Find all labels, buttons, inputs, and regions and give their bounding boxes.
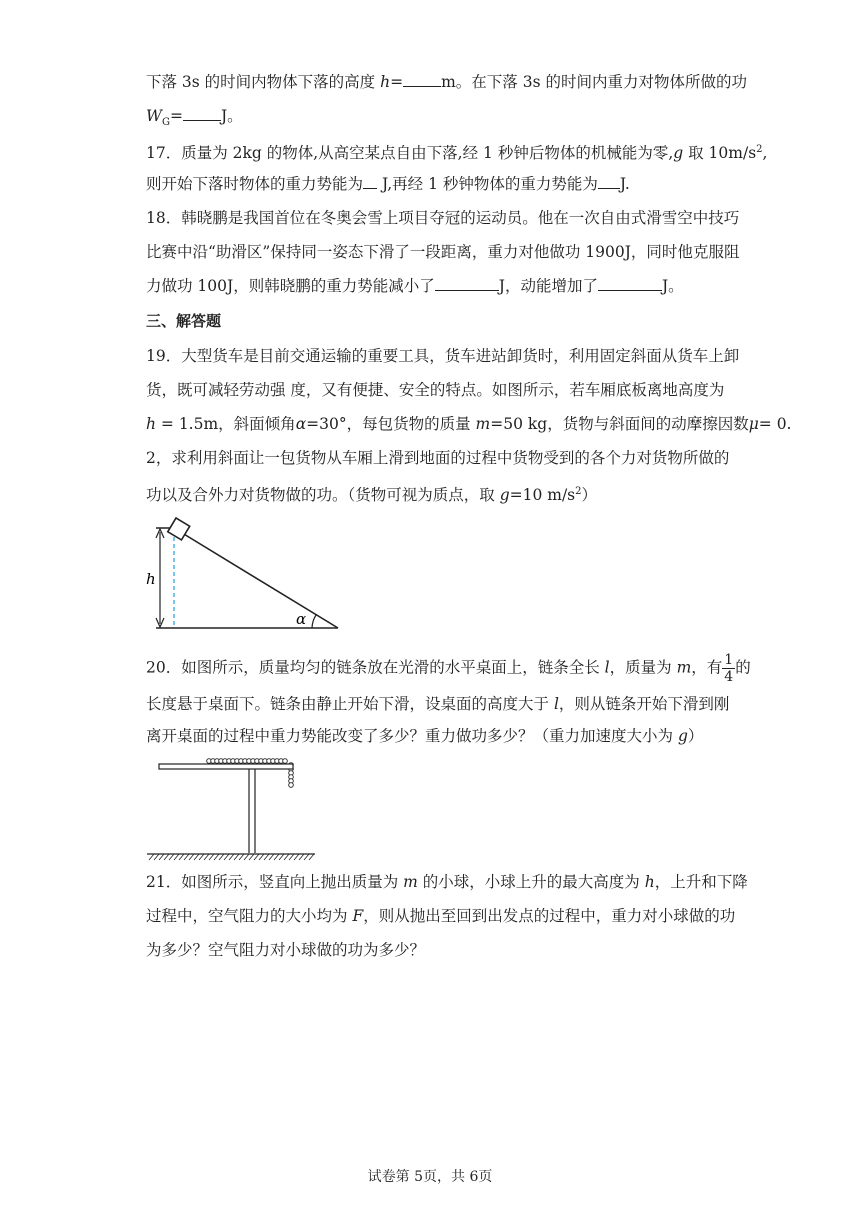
fraction-denominator: 4: [724, 669, 734, 685]
hatch-stroke: [159, 854, 164, 860]
q17-text: ,: [762, 144, 768, 163]
q20-text: 20．如图所示，质量均匀的链条放在光滑的水平桌面上，链条全长: [146, 658, 605, 677]
hatch-stroke: [184, 854, 189, 860]
var-m: m: [475, 415, 491, 433]
var-l: l: [604, 658, 610, 677]
hatch-stroke: [259, 854, 264, 860]
q21-text: 的小球，小球上升的最大高度为: [417, 873, 645, 891]
q17-text: J,再经 1 秒钟物体的重力势能为: [377, 175, 598, 193]
var-l: l: [553, 695, 559, 713]
subscript-g: G: [161, 117, 170, 129]
q20-text: ，有: [691, 658, 723, 677]
q17-text: 则开始下落时物体的重力势能为: [146, 175, 364, 193]
q16-text: m。在下落 3s 的时间内重力对物体所做的功: [441, 73, 747, 91]
hatch-stroke: [299, 854, 304, 860]
hatch-stroke: [229, 854, 234, 860]
q17-text: 17．质量为 2kg 的物体,从高空某点自由下落,经 1 秒钟后物体的机械能为零,: [146, 144, 674, 163]
q19-line-4: 2，求利用斜面让一包货物从车厢上滑到地面的过程中货物受到的各个力对货物所做的: [146, 449, 730, 467]
chain-bead: [289, 783, 294, 788]
label-h: h: [146, 570, 156, 588]
incline-figure: [140, 510, 350, 635]
answer-blank[interactable]: [403, 72, 441, 87]
q20-line-1: [146, 652, 751, 685]
var-g: g: [499, 486, 510, 505]
fraction-one-quarter: [722, 652, 735, 685]
label-alpha: α: [296, 610, 307, 628]
q21-line-2: [146, 906, 735, 926]
q17-text: J.: [619, 175, 630, 193]
fraction-numerator: 1: [724, 652, 734, 668]
q19-line-5: [146, 482, 597, 505]
var-f: F: [352, 907, 364, 925]
page-footer: 试卷第 5页，共 6页: [367, 1169, 493, 1185]
hatch-stroke: [169, 854, 174, 860]
chain-bead: [283, 759, 288, 764]
answer-blank[interactable]: [435, 276, 499, 291]
q19-text: = 1.5m，斜面倾角: [155, 415, 296, 433]
hatch-stroke: [164, 854, 169, 860]
cargo-box: [168, 518, 190, 540]
q17-text: 取 10m/s: [683, 144, 757, 163]
hatch-stroke: [199, 854, 204, 860]
var-alpha: α: [295, 415, 307, 433]
var-g: g: [677, 727, 688, 745]
answer-blank[interactable]: [598, 276, 662, 291]
angle-arc: [312, 615, 316, 628]
hatch-stroke: [234, 854, 239, 860]
var-h: h: [644, 873, 655, 891]
hatch-stroke: [239, 854, 244, 860]
chain-table-figure: [145, 752, 325, 864]
var-h: h: [146, 415, 156, 433]
q21-text: 过程中，空气阻力的大小均为: [146, 907, 353, 925]
q20-line-2: [146, 694, 729, 714]
var-m: m: [676, 658, 692, 677]
q18-text: 力做功 100J，则韩晓鹏的重力势能减小了: [146, 277, 435, 295]
q16-eq: =: [169, 107, 183, 125]
hatch-stroke: [304, 854, 309, 860]
q19-text: 功以及合外力对货物做的功。（货物可视为质点，取: [146, 486, 500, 505]
q20-text: ，质量为: [609, 658, 677, 677]
q18-text: J。: [661, 277, 684, 295]
q17-line-1: [146, 140, 767, 163]
var-w: W: [146, 107, 162, 125]
q20-text: ）: [687, 727, 704, 745]
hatch-stroke: [279, 854, 284, 860]
q18-line-1: 18．韩晓鹏是我国首位在冬奥会雪上项目夺冠的运动员。他在一次自由式滑雪空中技巧: [146, 209, 740, 227]
hatch-stroke: [264, 854, 269, 860]
hatch-stroke: [274, 854, 279, 860]
hatch-stroke: [149, 854, 154, 860]
hatch-stroke: [254, 854, 259, 860]
superscript: 2: [756, 144, 763, 155]
q21-text: 21．如图所示，竖直向上抛出质量为: [146, 873, 404, 891]
q21-line-1: [146, 872, 748, 892]
q16-text: J。: [220, 107, 243, 125]
hatch-stroke: [284, 854, 289, 860]
q20-line-3: [146, 726, 703, 746]
hatch-stroke: [179, 854, 184, 860]
table-top: [159, 764, 293, 769]
var-g: g: [673, 144, 684, 163]
hatch-stroke: [249, 854, 254, 860]
q18-line-2: 比赛中沿“助滑区”保持同一姿态下滑了一段距离，重力对他做功 1900J，同时他克服阻: [146, 243, 740, 261]
q19-line-2: 货，既可减轻劳动强 度，又有便捷、安全的特点。如图所示，若车厢底板离地高度为: [146, 381, 725, 399]
hatch-stroke: [219, 854, 224, 860]
q20-text: ，则从链条开始下滑到刚: [558, 695, 730, 713]
q20-text: 离开桌面的过程中重力势能改变了多少？重力做功多少？（重力加速度大小为: [146, 727, 678, 745]
q16-line-2: [146, 106, 243, 133]
hatch-stroke: [294, 854, 299, 860]
q20-text: 长度悬于桌面下。链条由静止开始下滑，设桌面的高度大于: [146, 695, 554, 713]
q19-text: =30°，每包货物的质量: [306, 415, 476, 433]
answer-blank[interactable]: [598, 174, 620, 189]
q19-text: ）: [581, 486, 598, 505]
hatch-stroke: [154, 854, 159, 860]
hatch-stroke: [204, 854, 209, 860]
floor-hatch: [149, 854, 314, 860]
q20-text: 的: [735, 658, 751, 677]
hatch-stroke: [194, 854, 199, 860]
q17-line-2: [146, 174, 630, 194]
hatch-stroke: [269, 854, 274, 860]
hatch-stroke: [224, 854, 229, 860]
q19-line-3: [146, 414, 791, 434]
q21-line-3: 为多少？空气阻力对小球做的功为多少？: [146, 941, 426, 959]
var-mu: μ: [748, 415, 759, 433]
q19-line-1: 19．大型货车是目前交通运输的重要工具，货车进站卸货时，利用固定斜面从货车上卸: [146, 347, 740, 365]
hatch-stroke: [289, 854, 294, 860]
hatch-stroke: [174, 854, 179, 860]
q19-text: =50 kg，货物与斜面间的动摩擦因数: [490, 415, 749, 433]
incline-slope: [174, 528, 338, 628]
var-m: m: [403, 873, 418, 891]
q18-line-3: [146, 276, 684, 296]
chain: [207, 759, 294, 788]
superscript: 2: [575, 486, 582, 497]
q21-text: ，上升和下降: [654, 873, 748, 891]
var-h: h: [380, 73, 391, 91]
hatch-stroke: [309, 854, 314, 860]
hatch-stroke: [209, 854, 214, 860]
hatch-stroke: [244, 854, 249, 860]
section-title: 三、解答题: [146, 312, 222, 330]
q19-text: =10 m/s: [509, 486, 576, 505]
answer-blank[interactable]: [183, 106, 221, 121]
hatch-stroke: [214, 854, 219, 860]
q16-text: 下落 3s 的时间内物体下落的高度: [146, 73, 381, 91]
q16-eq: =: [390, 73, 404, 91]
q16-line-1: [146, 72, 747, 92]
q18-text: J，动能增加了: [498, 277, 598, 295]
hatch-stroke: [189, 854, 194, 860]
q19-text: = 0.: [758, 415, 792, 433]
q21-text: ，则从抛出至回到出发点的过程中，重力对小球做的功: [363, 907, 736, 925]
answer-blank[interactable]: [363, 174, 377, 189]
